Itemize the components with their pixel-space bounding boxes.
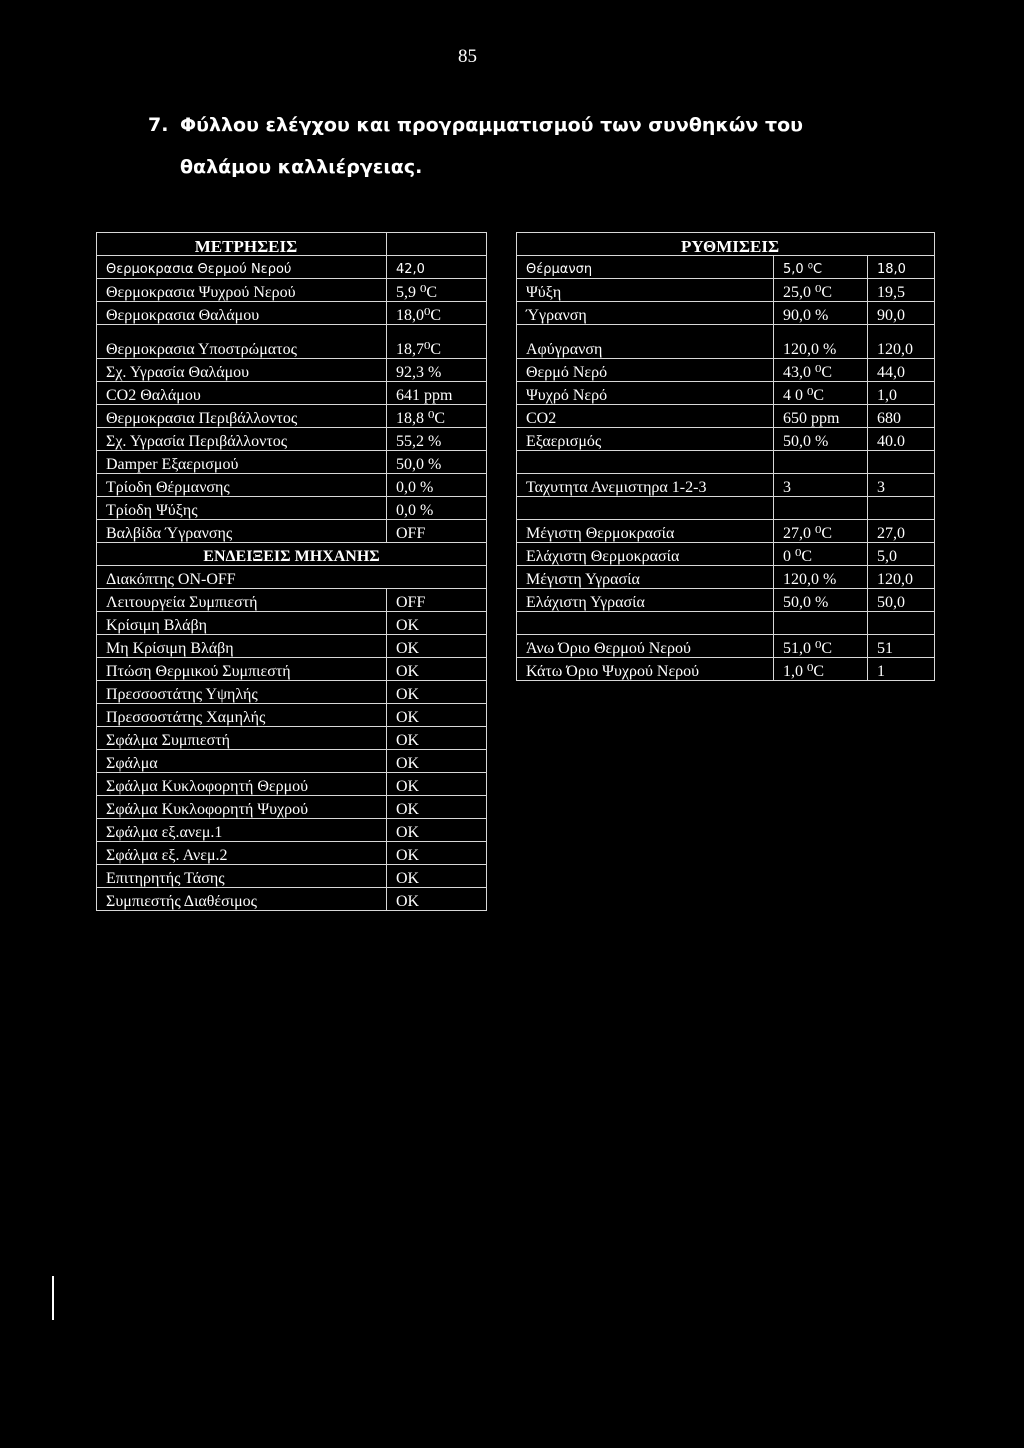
measurement-label: Σχ. Υγρασία Θαλάμου <box>97 359 387 382</box>
measurement-value: 55,2 % <box>387 428 487 451</box>
setting-value: 43,0 ⁰C <box>774 359 868 382</box>
indication-switch: Διακόπτης ON-OFF <box>97 566 487 589</box>
setting-value: 120,0 % <box>774 566 868 589</box>
indication-label: Συμπιεστής Διαθέσιμος <box>97 888 387 911</box>
setting-current: 19,5 <box>868 279 935 302</box>
setting-current: 18,0 <box>868 256 935 279</box>
setting-label: Θερμό Νερό <box>517 359 774 382</box>
section-title <box>148 104 908 188</box>
title-line-1: Φύλλου ελέγχου και προγραμματισμού των συνθηκών του <box>180 114 803 136</box>
setting-value: 90,0 % <box>774 302 868 325</box>
measurement-label: Θερμοκρασια Θερμού Νερού <box>97 256 387 279</box>
setting-blank-cell <box>517 497 774 520</box>
measurements-table <box>96 232 487 911</box>
setting-value: 1,0 ⁰C <box>774 658 868 681</box>
measurement-label: Θερμοκρασια Ψυχρού Νερού <box>97 279 387 302</box>
indication-label: Σφάλμα Κυκλοφορητή Θερμού <box>97 773 387 796</box>
setting-blank-cell <box>517 612 774 635</box>
measurement-label: Damper Εξαερισμού <box>97 451 387 474</box>
indication-value: OK <box>387 865 487 888</box>
settings-header: ΡΥΘΜΙΣΕΙΣ <box>517 233 935 256</box>
setting-current: 40.0 <box>868 428 935 451</box>
setting-label: Ελάχιστη Υγρασία <box>517 589 774 612</box>
measurement-label: Θερμοκρασια Θαλάμου <box>97 302 387 325</box>
setting-blank-cell <box>774 451 868 474</box>
indication-label: Επιτηρητής Τάσης <box>97 865 387 888</box>
setting-current: 27,0 <box>868 520 935 543</box>
measurement-label: Τρίοδη Ψύξης <box>97 497 387 520</box>
setting-label: Ψυχρό Νερό <box>517 382 774 405</box>
indication-value: OK <box>387 727 487 750</box>
margin-mark <box>52 1276 54 1320</box>
measurement-value: OFF <box>387 520 487 543</box>
setting-label: CO2 <box>517 405 774 428</box>
measurement-value: 18,7⁰C <box>387 325 487 359</box>
setting-current: 44,0 <box>868 359 935 382</box>
indication-label: Σφάλμα Συμπιεστή <box>97 727 387 750</box>
setting-label: Ψύξη <box>517 279 774 302</box>
indication-label: Σφάλμα εξ.ανεμ.1 <box>97 819 387 842</box>
setting-blank-cell <box>868 612 935 635</box>
indication-value: OK <box>387 819 487 842</box>
measurement-label: CO2 Θαλάμου <box>97 382 387 405</box>
setting-blank-cell <box>868 497 935 520</box>
indication-label: Πρεσσοστάτης Χαμηλής <box>97 704 387 727</box>
setting-value: 50,0 % <box>774 589 868 612</box>
setting-label: Κάτω Όριο Ψυχρού Νερού <box>517 658 774 681</box>
fan-speed-current: 3 <box>868 474 935 497</box>
measurement-value: 0,0 % <box>387 497 487 520</box>
setting-spacer <box>774 681 868 704</box>
setting-blank-cell <box>774 497 868 520</box>
setting-value: 4 0 ⁰C <box>774 382 868 405</box>
measurements-header: ΜΕΤΡΗΣΕΙΣ <box>97 233 387 256</box>
indication-label: Πτώση Θερμικού Συμπιεστή <box>97 658 387 681</box>
measurement-value: 42,0 <box>387 256 487 279</box>
indication-value: OK <box>387 842 487 865</box>
indication-label: Σφάλμα εξ. Ανεμ.2 <box>97 842 387 865</box>
fan-speed-label: Ταχυτητα Ανεμιστηρα 1-2-3 <box>517 474 774 497</box>
fan-speed-value: 3 <box>774 474 868 497</box>
measurement-value: 641 ppm <box>387 382 487 405</box>
indication-label: Σφάλμα <box>97 750 387 773</box>
setting-value: 120,0 % <box>774 325 868 359</box>
setting-value: 5,0 ⁰C <box>774 256 868 279</box>
indication-value: OK <box>387 704 487 727</box>
indications-header: ΕΝΔΕΙΞΕΙΣ ΜΗΧΑΝΗΣ <box>97 543 487 566</box>
setting-label: Αφύγρανση <box>517 325 774 359</box>
setting-spacer <box>517 681 774 704</box>
indication-value: OK <box>387 750 487 773</box>
setting-label: Ελάχιστη Θερμοκρασία <box>517 543 774 566</box>
section-number: 7. <box>148 114 169 136</box>
setting-label: Εξαερισμός <box>517 428 774 451</box>
indication-value: OK <box>387 773 487 796</box>
indication-label: Σφάλμα Κυκλοφορητή Ψυχρού <box>97 796 387 819</box>
page-number: 85 <box>458 46 477 67</box>
setting-current: 680 <box>868 405 935 428</box>
measurement-value: 18,8 ⁰C <box>387 405 487 428</box>
settings-table <box>516 232 935 703</box>
indication-label: Λειτουργεία Συμπιεστή <box>97 589 387 612</box>
setting-current: 1 <box>868 658 935 681</box>
indication-value: OK <box>387 796 487 819</box>
indication-value: OK <box>387 681 487 704</box>
measurements-header-blank <box>387 233 487 256</box>
setting-blank-cell <box>774 612 868 635</box>
indication-value: OFF <box>387 589 487 612</box>
setting-blank-cell <box>517 451 774 474</box>
measurement-value: 5,9 ⁰C <box>387 279 487 302</box>
measurement-value: 92,3 % <box>387 359 487 382</box>
setting-label: Μέγιστη Θερμοκρασία <box>517 520 774 543</box>
indication-value: OK <box>387 635 487 658</box>
measurement-label: Θερμοκρασια Υποστρώματος <box>97 325 387 359</box>
setting-blank-cell <box>868 451 935 474</box>
indication-label: Πρεσσοστάτης Υψηλής <box>97 681 387 704</box>
setting-current: 120,0 <box>868 325 935 359</box>
measurement-label: Θερμοκρασια Περιβάλλοντος <box>97 405 387 428</box>
indication-value: OK <box>387 612 487 635</box>
setting-current: 5,0 <box>868 543 935 566</box>
measurement-label: Τρίοδη Θέρμανσης <box>97 474 387 497</box>
measurement-value: 18,0⁰C <box>387 302 487 325</box>
setting-value: 50,0 % <box>774 428 868 451</box>
setting-value: 51,0 ⁰C <box>774 635 868 658</box>
setting-value: 25,0 ⁰C <box>774 279 868 302</box>
setting-current: 51 <box>868 635 935 658</box>
setting-current: 120,0 <box>868 566 935 589</box>
setting-value: 650 ppm <box>774 405 868 428</box>
indication-value: OK <box>387 888 487 911</box>
setting-label: Ύγρανση <box>517 302 774 325</box>
indication-value: OK <box>387 658 487 681</box>
setting-value: 27,0 ⁰C <box>774 520 868 543</box>
measurement-label: Σχ. Υγρασία Περιβάλλοντος <box>97 428 387 451</box>
setting-current: 90,0 <box>868 302 935 325</box>
setting-spacer <box>868 681 935 704</box>
setting-label: Θέρμανση <box>517 256 774 279</box>
measurement-value: 0,0 % <box>387 474 487 497</box>
setting-current: 1,0 <box>868 382 935 405</box>
measurement-value: 50,0 % <box>387 451 487 474</box>
setting-label: Άνω Όριο Θερμού Νερού <box>517 635 774 658</box>
setting-label: Μέγιστη Υγρασία <box>517 566 774 589</box>
title-line-2: θαλάμου καλλιέργειας. <box>180 156 423 178</box>
setting-value: 0 ⁰C <box>774 543 868 566</box>
indication-label: Κρίσιμη Βλάβη <box>97 612 387 635</box>
setting-current: 50,0 <box>868 589 935 612</box>
indication-label: Μη Κρίσιμη Βλάβη <box>97 635 387 658</box>
measurement-label: Βαλβίδα Ύγρανσης <box>97 520 387 543</box>
